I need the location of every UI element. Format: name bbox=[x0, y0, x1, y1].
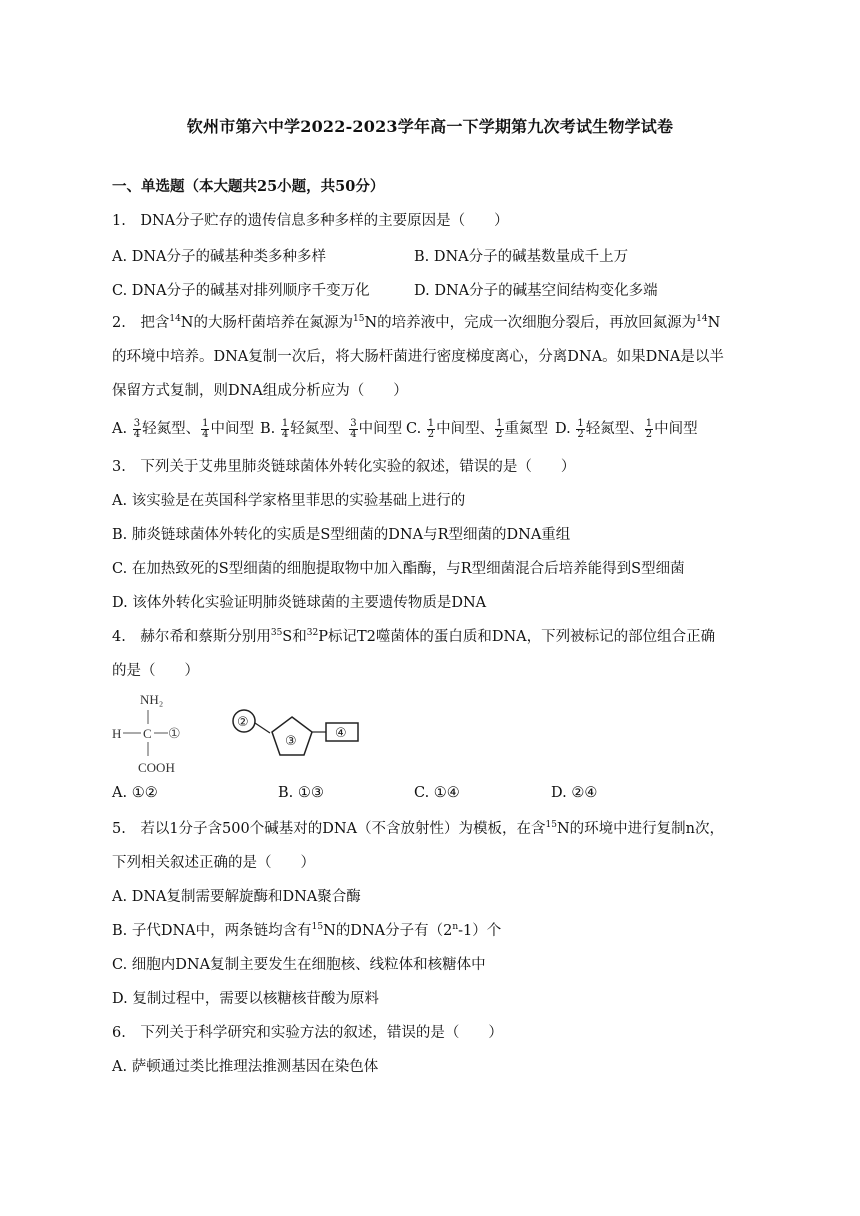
q2-option-d: D. $\frac{1}{2}$ 轻氮型、 $\frac{1}{2}$ 中间型 bbox=[555, 417, 698, 440]
marker-2: ② bbox=[237, 715, 249, 730]
q2-stem-line2: 的环境中培养。DNA复制一次后，将大肠杆菌进行密度梯度离心，分离DNA。如果DNA是以半 bbox=[112, 349, 724, 365]
cooh-label: COOH bbox=[138, 760, 175, 775]
q4-stem-line1: 4. 赫尔希和蔡斯分别用$^{35}$S和$^{32}$P标记T2噬菌体的蛋白质和DNA，下列被标记的部位组合正确 bbox=[112, 628, 716, 645]
q2-option-a: A. $\frac{3}{4}$ 轻氮型、 $\frac{1}{4}$ 中间型 bbox=[112, 417, 254, 440]
q4-option-c: C. ①④ bbox=[414, 785, 460, 801]
q1-stem: 1. DNA分子贮存的遗传信息多种多样的主要原因是（ ） bbox=[112, 213, 509, 229]
nucleotide-structure-figure bbox=[230, 705, 362, 761]
section-heading: 一、单选题（本大题共25小题，共50分） bbox=[112, 178, 385, 195]
q2-stem-line3: 保留方式复制，则DNA组成分析应为（ ） bbox=[112, 383, 408, 399]
q1-option-c: C. DNA分子的碱基对排列顺序千变万化 bbox=[112, 283, 370, 299]
marker-4: ④ bbox=[335, 726, 347, 741]
q5-option-d: D. 复制过程中，需要以核糖核苷酸为原料 bbox=[112, 991, 379, 1007]
q2-option-c: C. $\frac{1}{2}$ 中间型、 $\frac{1}{2}$ 重氮型 bbox=[406, 417, 549, 440]
q4-option-d: D. ②④ bbox=[551, 785, 598, 801]
q5-option-a: A. DNA复制需要解旋酶和DNA聚合酶 bbox=[112, 889, 361, 905]
exam-title: 钦州市第六中学2022-2023学年高一下学期第九次考试生物学试卷 bbox=[186, 117, 674, 136]
q5-stem-line2: 下列相关叙述正确的是（ ） bbox=[112, 855, 315, 871]
marker-3: ③ bbox=[285, 734, 297, 749]
q3-stem: 3. 下列关于艾弗里肺炎链球菌体外转化实验的叙述，错误的是（ ） bbox=[112, 459, 576, 475]
q4-stem-line2: 的是（ ） bbox=[112, 663, 199, 679]
q5-option-c: C. 细胞内DNA复制主要发生在细胞核、线粒体和核糖体中 bbox=[112, 957, 486, 973]
q1-option-d: D. DNA分子的碱基空间结构变化多端 bbox=[414, 283, 658, 299]
q2-option-b: B. $\frac{1}{4}$ 轻氮型、 $\frac{3}{4}$ 中间型 bbox=[260, 417, 403, 440]
q3-option-a: A. 该实验是在英国科学家格里菲思的实验基础上进行的 bbox=[112, 493, 466, 509]
q3-option-d: D. 该体外转化实验证明肺炎链球菌的主要遗传物质是DNA bbox=[112, 595, 487, 611]
q1-option-b: B. DNA分子的碱基数量成千上万 bbox=[414, 249, 629, 265]
q5-option-b: B. 子代DNA中，两条链均含有$^{15}$N的DNA分子有（2$^n$-1）个 bbox=[112, 922, 502, 939]
q3-option-b: B. 肺炎链球菌体外转化的实质是S型细菌的DNA与R型细菌的DNA重组 bbox=[112, 527, 571, 543]
c-label: C bbox=[143, 726, 152, 741]
q3-option-c: C. 在加热致死的S型细菌的细胞提取物中加入酯酶，与R型细菌混合后培养能得到S型细菌 bbox=[112, 561, 685, 577]
q1-option-a: A. DNA分子的碱基种类多种多样 bbox=[112, 249, 326, 265]
q2-stem-line1: 2. 把含$^{14}$N的大肠杆菌培养在氮源为$^{15}$N的培养液中，完成一次细胞分裂后，再放回氮源为$^{14}$N bbox=[112, 314, 721, 331]
h-label: H bbox=[112, 726, 122, 741]
q6-option-a: A. 萨顿通过类比推理法推测基因在染色体 bbox=[112, 1059, 379, 1075]
amino-acid-structure-figure bbox=[110, 690, 210, 776]
q6-stem: 6. 下列关于科学研究和实验方法的叙述，错误的是（ ） bbox=[112, 1025, 503, 1041]
q4-option-a: A. ①② bbox=[112, 785, 158, 801]
q4-option-b: B. ①③ bbox=[278, 785, 324, 801]
marker-1: ① bbox=[168, 726, 181, 742]
q5-stem-line1: 5. 若以1分子含500个碱基对的DNA（不含放射性）为模板，在含$^{15}$N的环境中进行复制n次， bbox=[112, 820, 725, 837]
nh2-label: NH₂ bbox=[140, 692, 164, 707]
